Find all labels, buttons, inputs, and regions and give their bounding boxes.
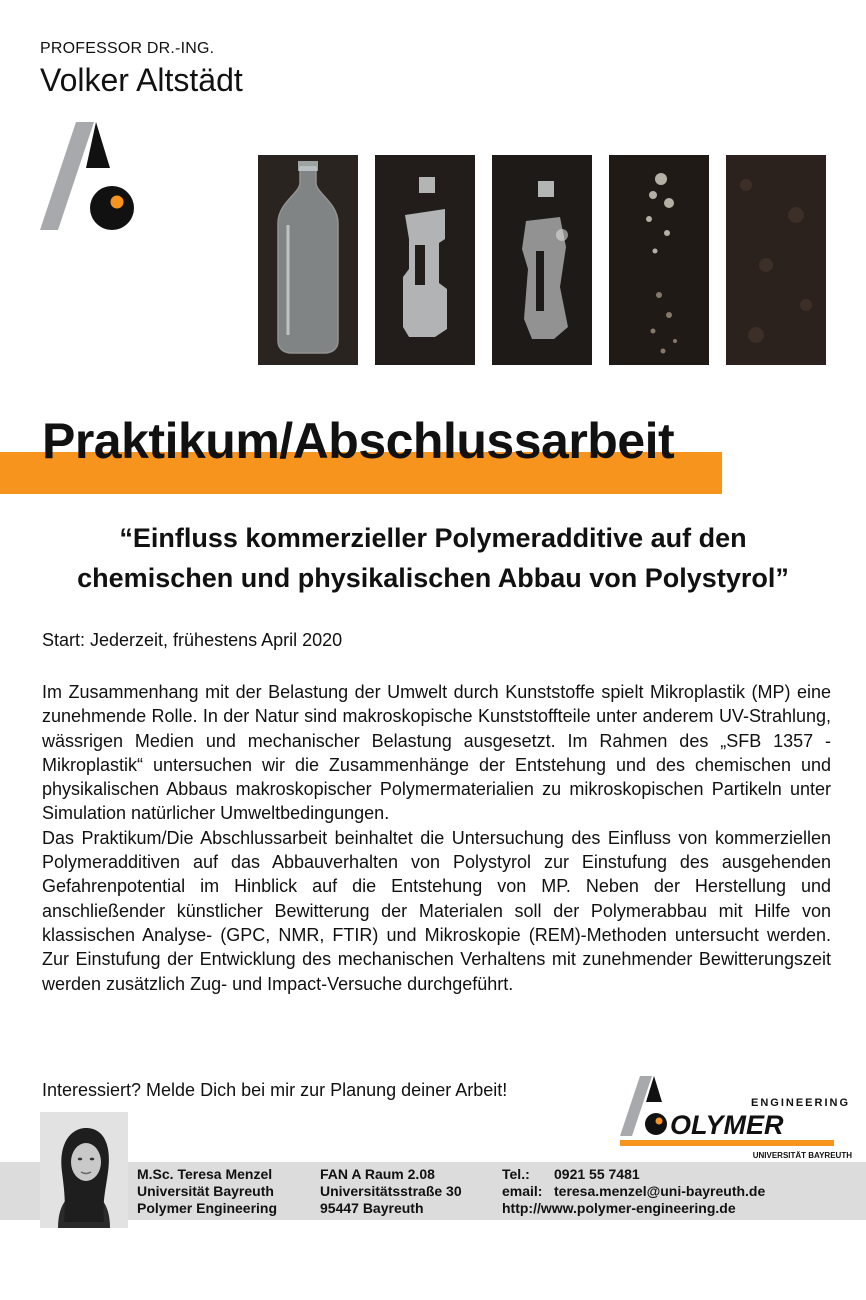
contact-city: 95447 Bayreuth — [320, 1200, 424, 1216]
thesis-subtitle — [0, 518, 866, 598]
contact-phone[interactable]: 0921 55 7481 — [554, 1166, 640, 1182]
contact-address-column — [320, 1166, 462, 1217]
email-label: email: — [502, 1183, 543, 1199]
description-paragraph-1: Im Zusammenhang mit der Belastung der Umwelt durch Kunststoffe spielt Mikroplastik (MP) eine zunehmende Rolle. In der Natur sind makroskopische Kunststoffteile unter anderem UV-Strahlung, wässrigen Medien und mechanischer Belastung ausgesetzt. Im Rahmen des „SFB 1357 - Mikroplastik“ untersuchen wir die Zusammenhänge der Entstehung und des chemischen und physikalischen Abbaus makroskopischer Polymermaterialien zu mikroskopischen Partikeln unter Simulation natürlicher Umweltbedingungen. — [42, 682, 831, 824]
contact-name-column — [137, 1166, 277, 1217]
bottle-stage-2-image — [375, 155, 475, 365]
logo-engineering-text: ENGINEERING — [750, 1097, 850, 1109]
bottle-stage-3-image — [492, 155, 592, 365]
contact-room: FAN A Raum 2.08 — [320, 1166, 435, 1182]
description-body — [42, 680, 831, 996]
logo-polymer-text: OLYMER — [670, 1110, 784, 1140]
subtitle-line-1: “Einfluss kommerzieller Polymeradditive auf den — [119, 523, 747, 553]
tel-label: Tel.: — [502, 1166, 530, 1182]
call-to-action: Interessiert? Melde Dich bei mir zur Planung deiner Arbeit! — [42, 1080, 508, 1100]
chair-logo — [38, 120, 138, 232]
professor-title: PROFESSOR DR.-ING. — [40, 40, 215, 57]
bottle-stage-4-image — [609, 155, 709, 365]
description-paragraph-2: Das Praktikum/Die Abschlussarbeit beinhaltet die Untersuchung des Einfluss von kommerziellen Polymeradditiven auf das Abbauverhalten von Polystyrol zur Einstufung des ausgehenden Gefahrenpotential im Hinblick auf die Entstehung von MP. Neben der Herstellung und anschließender künstlicher Bewitterung der Materialen soll der Polymerabbau mit Hilfe von klassischen Analyse- (GPC, NMR, FTIR) und Mikroskopie (REM)-Methoden untersucht werden. Zur Einstufung der Entwicklung des mechanischen Verhaltens mit zunehmender Bewitterungszeit werden zusätzlich Zug- und Impact-Versuche durchgeführt. — [42, 827, 831, 994]
professor-name: Volker Altstädt — [40, 62, 243, 98]
contact-portrait — [40, 1112, 128, 1228]
polymer-engineering-logo — [618, 1074, 854, 1160]
contact-website-link[interactable]: http://www.polymer-engineering.de — [502, 1200, 736, 1216]
bottle-stage-1-image — [258, 155, 358, 365]
contact-street: Universitätsstraße 30 — [320, 1183, 462, 1199]
contact-details-column — [502, 1166, 765, 1217]
logo-university-text: UNIVERSITÄT BAYREUTH — [752, 1151, 852, 1160]
bottle-stage-5-image — [726, 155, 826, 365]
subtitle-line-2: chemischen und physikalischen Abbau von Polystyrol” — [77, 563, 789, 593]
contact-name: M.Sc. Teresa Menzel — [137, 1166, 273, 1182]
main-title: Praktikum/Abschlussarbeit — [42, 413, 675, 469]
start-date: Start: Jederzeit, frühestens April 2020 — [42, 630, 343, 650]
contact-email-link[interactable]: teresa.menzel@uni-bayreuth.de — [554, 1183, 766, 1199]
contact-department: Polymer Engineering — [137, 1200, 278, 1216]
contact-university: Universität Bayreuth — [137, 1183, 274, 1199]
